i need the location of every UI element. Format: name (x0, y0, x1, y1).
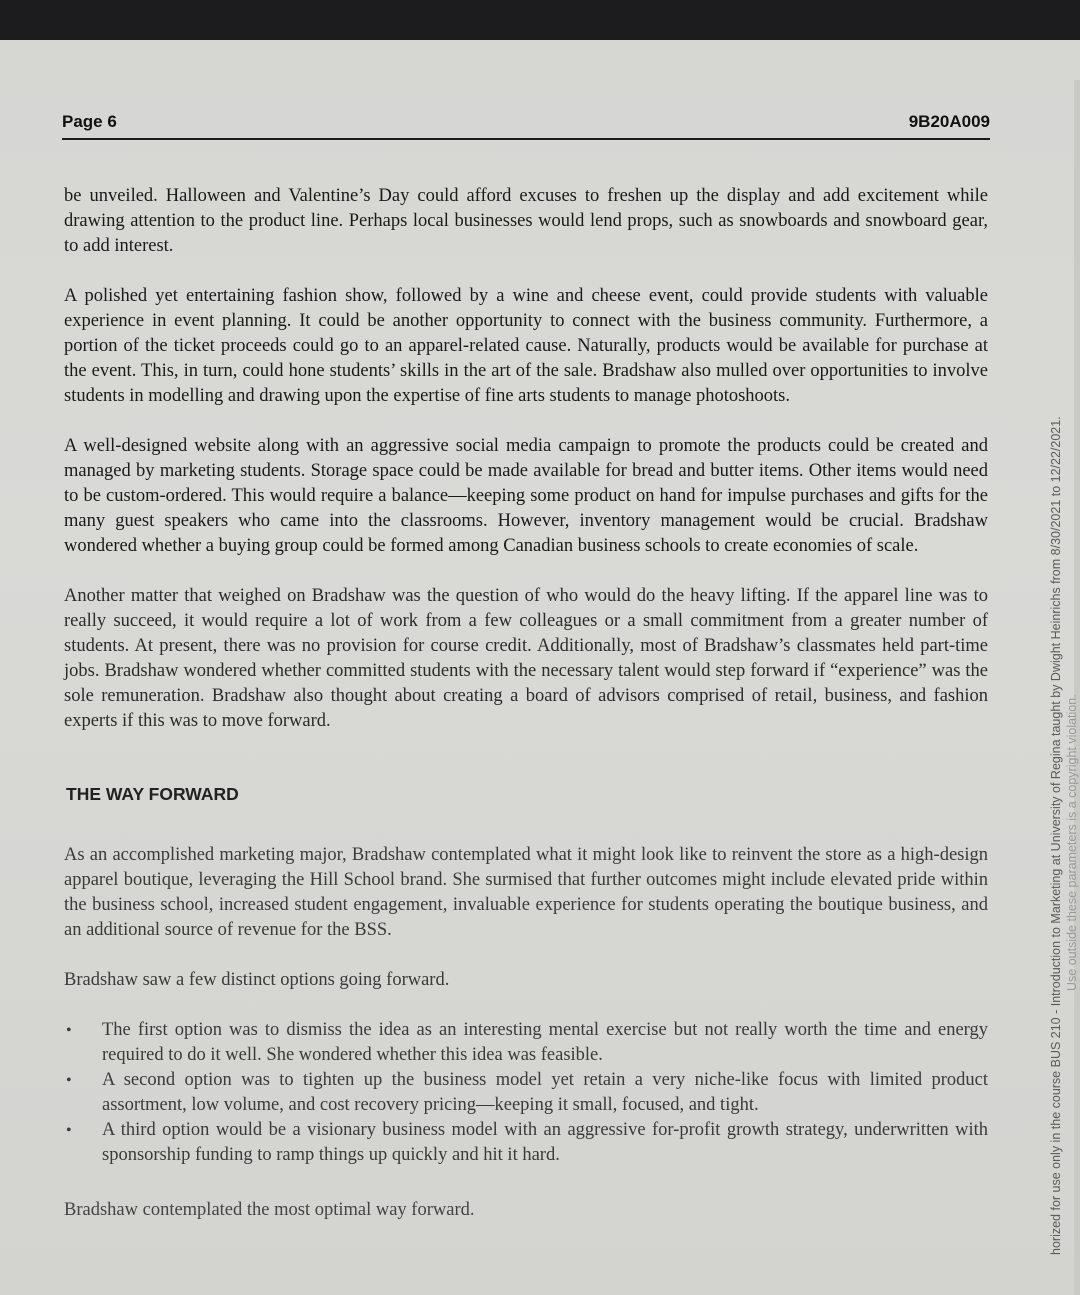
bullet-icon: • (66, 1122, 72, 1139)
closing-line: Bradshaw contemplated the most optimal way forward. (64, 1200, 475, 1220)
list-item (64, 1068, 988, 1118)
copyright-warning: Use outside these parameters is a copyright violation. (1065, 694, 1079, 991)
copyright-stamp (1048, 15, 1080, 1255)
paragraph: be unveiled. Halloween and Valentine’s Day could afford excuses to freshen up the display and add excitement while drawing attention to the product line. Perhaps local businesses would lend props, such as snowboards and snowboard gear, to add interest. (64, 186, 988, 256)
page-header (62, 112, 990, 140)
case-code: 9B20A009 (908, 112, 990, 131)
screen-bezel (0, 0, 1080, 40)
list-item (64, 1018, 988, 1068)
page-number: Page 6 (62, 112, 117, 131)
paragraph: A well-designed website along with an aggressive social media campaign to promote the products could be created and managed by marketing students. Storage space could be made available for bread and butter items. Other items would need to be custom-ordered. This would require a balance—keeping some product on hand for impulse purchases and gifts for the many guest speakers who came into the classrooms. However, inventory management would be crucial. Bradshaw wondered whether a buying group could be formed among Canadian business schools to create economies of scale. (64, 436, 988, 556)
options-lead: Bradshaw saw a few distinct options going forward. (64, 970, 450, 990)
copyright-line: horized for use only in the course BUS 210 - Introduction to Marketing at University of Regina taught by Dwight Heinrichs from 8/30/2021 to 12/22/2021. (1049, 416, 1063, 1255)
options-list (64, 1018, 988, 1168)
section-intro: As an accomplished marketing major, Bradshaw contemplated what it might look like to reinvent the store as a high-design apparel boutique, leveraging the Hill School brand. She surmised that further outcomes might include elevated pride within the business school, increased student engagement, invaluable experience for students operating the boutique business, and an additional source of revenue for the BSS. (64, 845, 988, 940)
option-text: A second option was to tighten up the business model yet retain a very niche-like focus with limited product assortment, low volume, and cost recovery pricing—keeping it small, focused, and tight. (102, 1070, 988, 1115)
bullet-icon: • (66, 1022, 72, 1039)
list-item (64, 1118, 988, 1168)
option-text: A third option would be a visionary business model with an aggressive for-profit growth strategy, underwritten with sponsorship funding to ramp things up quickly and hit it hard. (102, 1120, 988, 1165)
paragraph: A polished yet entertaining fashion show, followed by a wine and cheese event, could provide students with valuable experience in event planning. It could be another opportunity to connect with the business community. Furthermore, a portion of the ticket proceeds could go to an apparel-related cause. Naturally, products would be available for purchase at the event. This, in turn, could hone students’ skills in the art of the sale. Bradshaw also mulled over opportunities to involve students in modelling and drawing upon the expertise of fine arts students to manage photoshoots. (64, 286, 988, 406)
bullet-icon: • (66, 1072, 72, 1089)
document-body (64, 184, 988, 1248)
option-text: The first option was to dismiss the idea as an interesting mental exercise but not really worth the time and energy required to do it well. She wondered whether this idea was feasible. (102, 1020, 988, 1065)
section-heading: THE WAY FORWARD (66, 784, 239, 804)
document-page (0, 40, 1080, 1295)
paragraph: Another matter that weighed on Bradshaw was the question of who would do the heavy lifting. If the apparel line was to really succeed, it would require a lot of work from a few colleagues or a small commitment from a greater number of students. At present, there was no provision for course credit. Additionally, most of Bradshaw’s classmates held part-time jobs. Bradshaw wondered whether committed students with the necessary talent would step forward if “experience” was the sole remuneration. Bradshaw also thought about creating a board of advisors comprised of retail, business, and fashion experts if this was to move forward. (64, 586, 988, 731)
